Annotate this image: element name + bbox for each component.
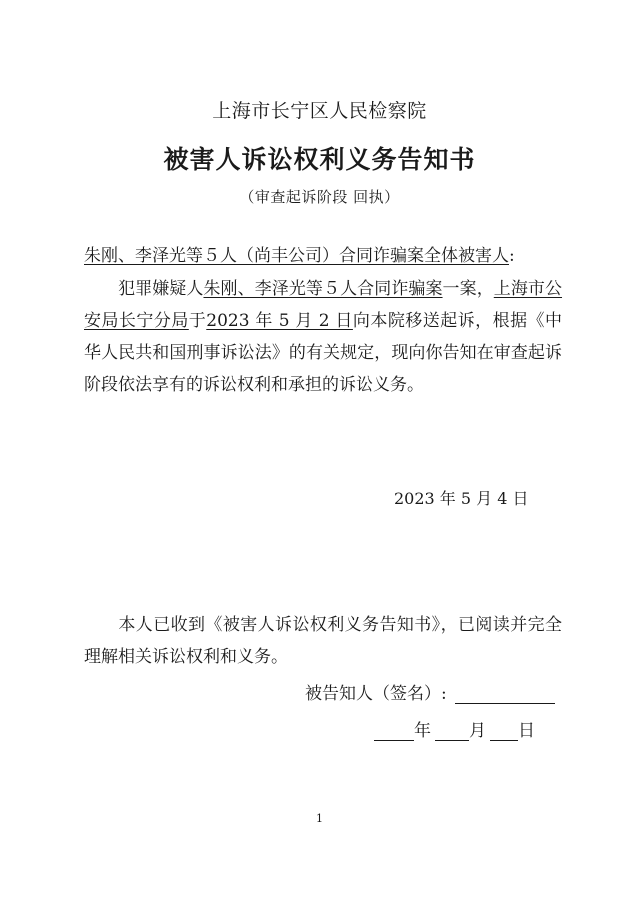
addressee-line	[84, 244, 564, 268]
signature-blank[interactable]	[455, 686, 555, 704]
receipt-text: 本人已收到《被害人诉讼权利义务告知书》，已阅读并完全理解相关诉讼权利和义务。	[84, 615, 562, 667]
receipt-paragraph	[84, 609, 562, 673]
body-text-b: 一案，	[442, 279, 494, 299]
issue-date: 2023 年 5 月 4 日	[394, 489, 529, 508]
day-blank[interactable]	[490, 723, 518, 741]
addressee-name: 朱刚、李泽光等５人（尚丰公司）合同诈骗案全体被害人	[84, 246, 509, 266]
addressee-colon: :	[509, 246, 515, 266]
signature-row	[305, 679, 555, 704]
suspects-name: 朱刚、李泽光等５人合同诈骗案	[203, 279, 443, 299]
signature-label: 被告知人（签名）:	[305, 684, 447, 704]
page-number: 1	[316, 812, 323, 825]
body-text-a: 犯罪嫌疑人	[118, 279, 204, 299]
body-text-c: 于	[188, 311, 207, 331]
body-text-d: 向本院移送起诉，根据《中华人民共和国刑事诉讼法》的有关规定，现向你告知在审查起诉阶段依法享有的诉讼权利和承担的诉讼义务。	[84, 311, 563, 395]
year-label: 年	[414, 721, 431, 741]
notice-paragraph	[84, 273, 562, 401]
year-blank[interactable]	[374, 723, 414, 741]
transferring-agency: 上海市公安局长宁分局	[84, 279, 563, 331]
transfer-date: 2023 年 5 月 2 日	[206, 311, 353, 331]
month-blank[interactable]	[435, 723, 469, 741]
day-label: 日	[518, 721, 535, 741]
month-label: 月	[469, 721, 486, 741]
organization-name: 上海市长宁区人民检察院	[212, 100, 427, 122]
document-subtitle: （审查起诉阶段 回执）	[239, 188, 400, 206]
date-signature-row	[374, 716, 535, 741]
document-title: 被害人诉讼权利义务告知书	[163, 145, 476, 174]
